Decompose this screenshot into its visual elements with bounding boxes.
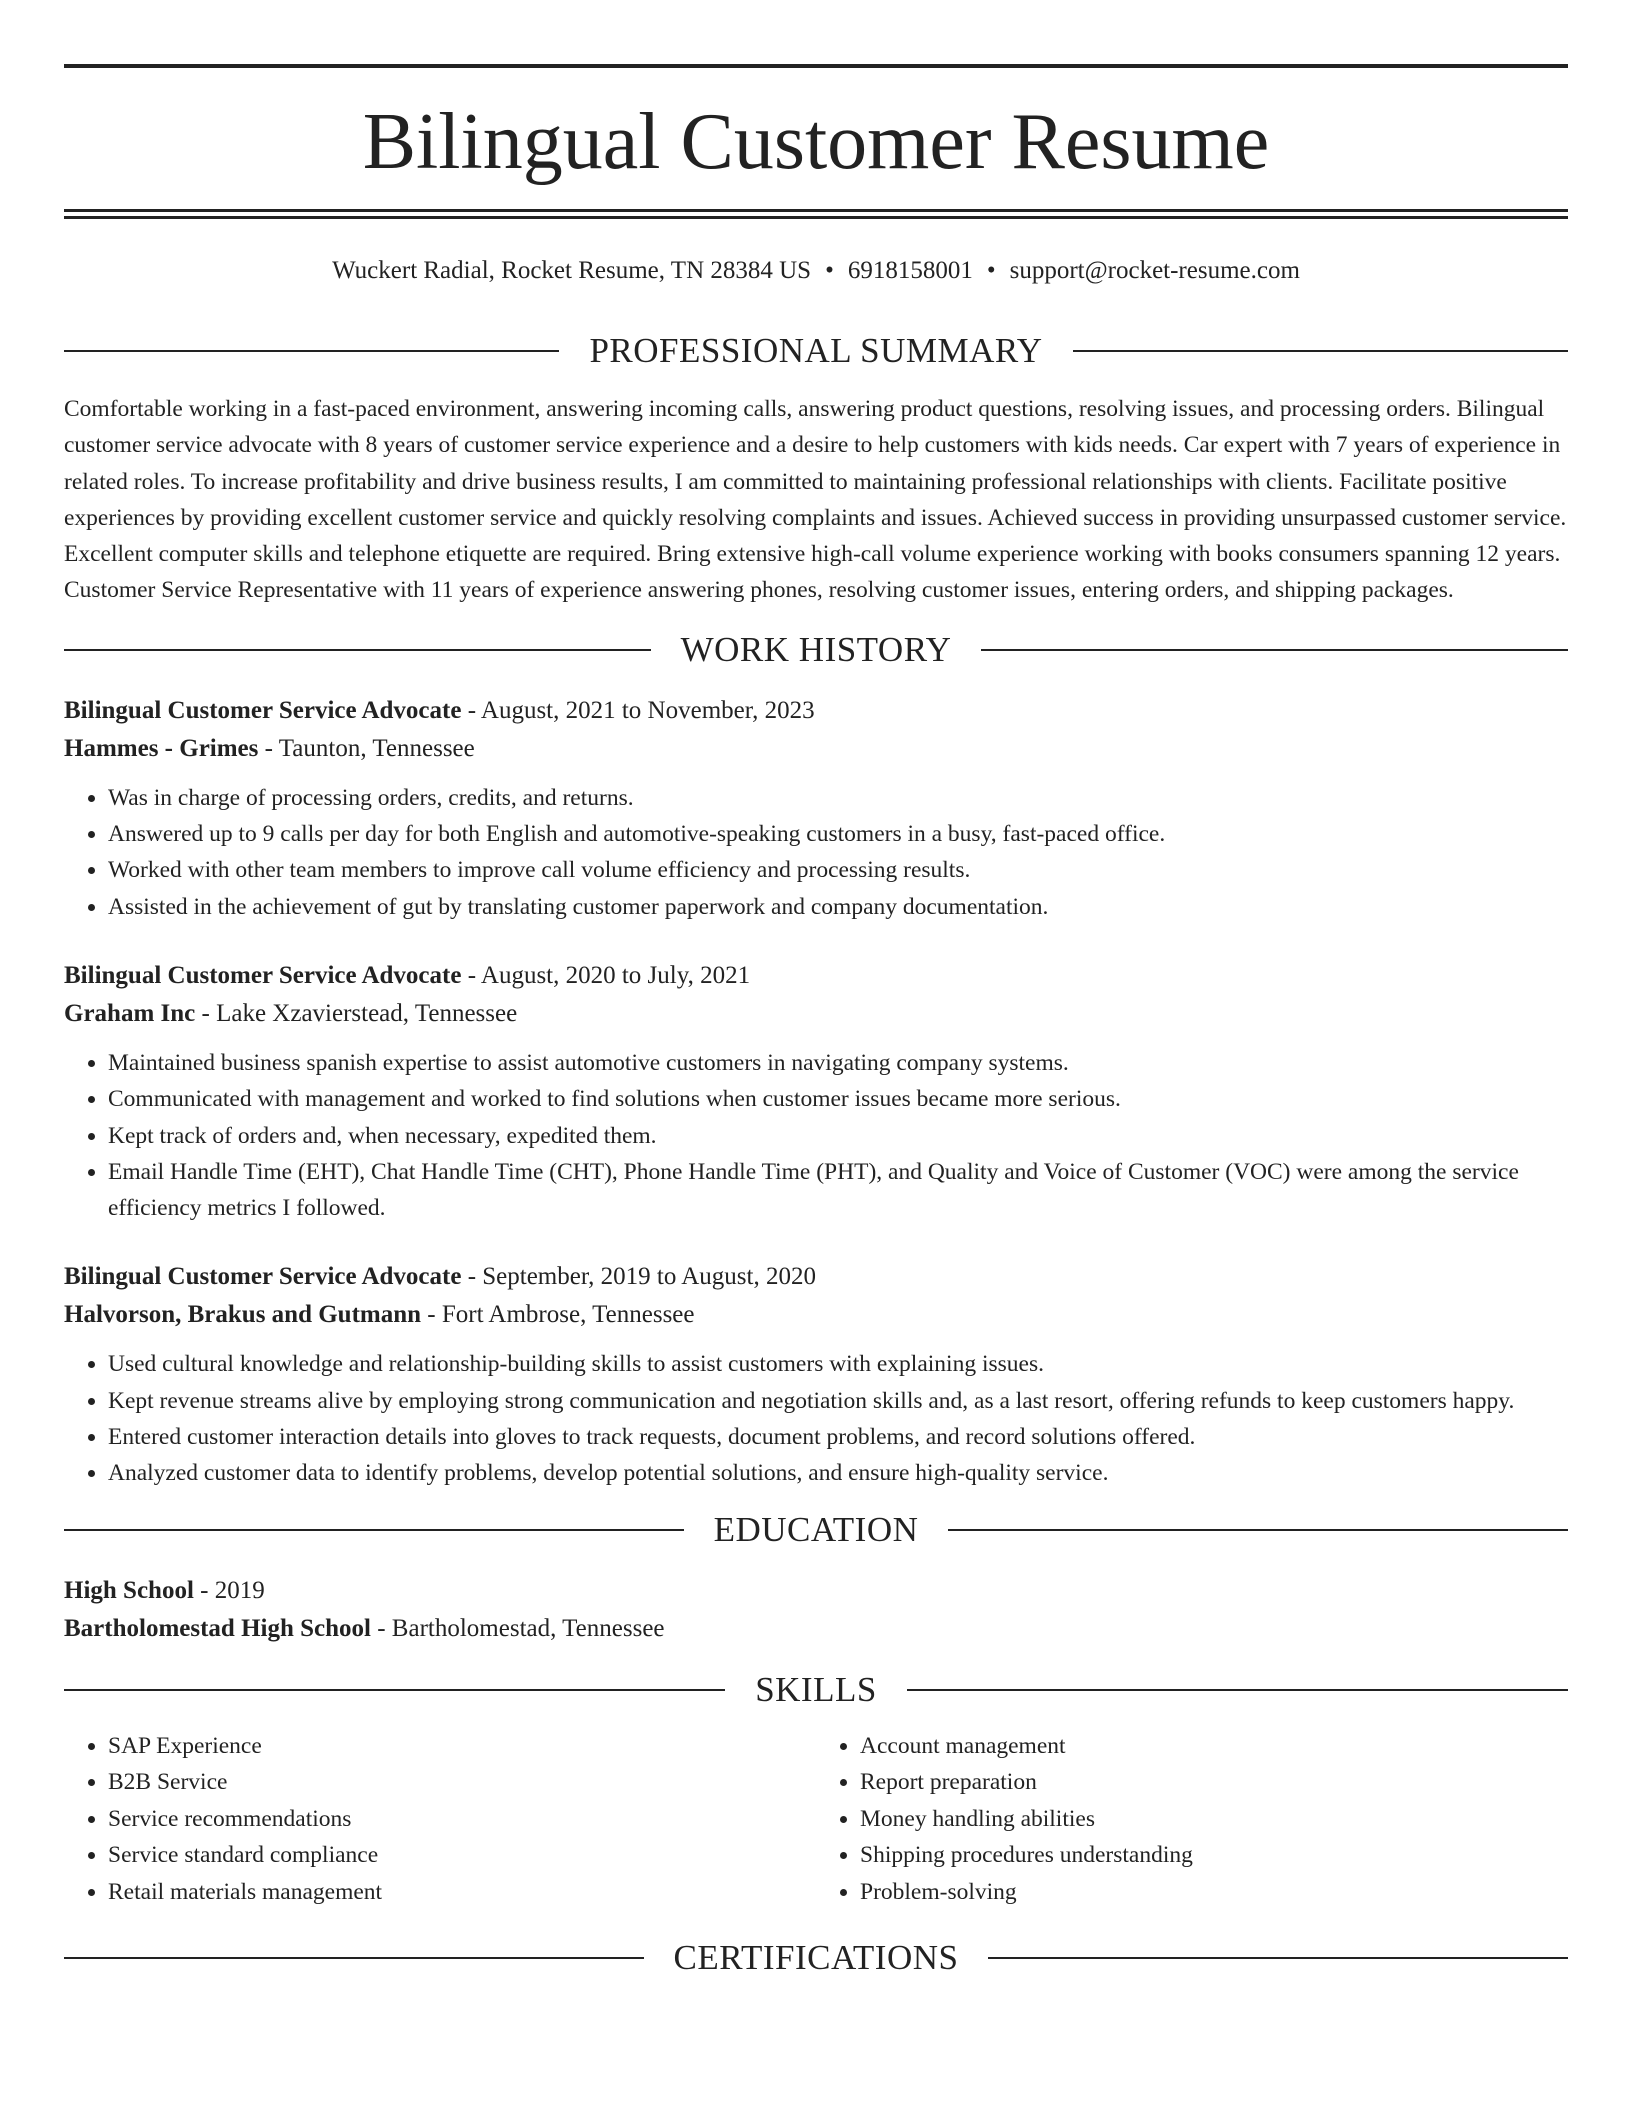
skills-column-left [64,1728,816,1911]
job-bullet: • Analyzed customer data to identify problems, develop potential solutions, and ensure high-quality service. [108,1455,1568,1491]
education-school: Bartholomestad High School [64,1614,371,1642]
skill-item: • Report preparation [860,1764,1568,1801]
job-entry [64,1258,1568,1491]
job-dates: - August, 2020 to July, 2021 [461,961,751,989]
skill-item: • Service recommendations [108,1801,816,1838]
job-bullet: • Assisted in the achievement of gut by translating customer paperwork and company documentation. [108,889,1568,925]
job-bullet: • Email Handle Time (EHT), Chat Handle Time (CHT), Phone Handle Time (PHT), and Quality and Voice of Customer (VOC) were among the service efficiency metrics I followed. [108,1154,1568,1227]
job-company: Halvorson, Brakus and Gutmann [64,1301,422,1329]
job-company-line [64,730,1568,768]
skill-item: • Shipping procedures understanding [860,1837,1568,1874]
job-dates: - September, 2019 to August, 2020 [461,1263,816,1291]
section-title-work: WORK HISTORY [680,629,952,669]
section-rule [64,350,559,352]
section-header-certifications [64,1938,1568,1978]
section-title-skills: SKILLS [755,1669,877,1709]
education-degree: High School [64,1576,194,1604]
job-company: Graham Inc [64,999,196,1027]
contact-separator: • [986,257,996,284]
contact-separator: • [825,257,834,284]
top-rule [64,64,1568,68]
section-header-summary [64,331,1568,371]
section-rule [981,649,1568,651]
job-bullets [64,1045,1568,1226]
skills-grid [64,1728,1568,1911]
skill-item: • Money handling abilities [860,1801,1568,1838]
section-title-education: EDUCATION [713,1509,919,1549]
section-rule [948,1529,1568,1531]
job-location: - Lake Xzavierstead, Tennessee [195,999,518,1027]
job-bullet: • Maintained business spanish expertise to assist automotive customers in navigating company systems. [108,1045,1568,1081]
summary-text: Comfortable working in a fast-paced environment, answering incoming calls, answering product questions, resolving issues, and processing orders. Bilingual customer service advocate with 8 years of customer service experience and a desire to help customers with kids needs. Car expert with 7 years of experience in related roles. To increase profitability and drive business results, I am committed to maintaining professional relationships with clients. Facilitate positive experiences by providing excellent customer service and quickly resolving complaints and issues. Achieved success in providing unsurpassed customer service. Excellent computer skills and telephone etiquette are required. Bring extensive high-call volume experience working with books consumers spanning 12 years. Customer Service Representative with 11 years of experience answering phones, resolving customer issues, entering orders, and shipping packages. [64,396,1567,604]
job-title-line [64,957,1568,995]
section-rule [988,1957,1568,1959]
job-bullet: • Communicated with management and worked to find solutions when customer issues became more serious. [108,1081,1568,1117]
section-header-education [64,1510,1568,1550]
section-rule [907,1689,1568,1691]
contact-line [64,256,1568,286]
job-title: Bilingual Customer Service Advocate [64,696,462,724]
job-company-line [64,995,1568,1033]
job-entry [64,957,1568,1226]
section-rule [64,1957,644,1959]
job-company-line [64,1296,1568,1334]
education-year: - 2019 [193,1576,265,1604]
job-bullets [64,780,1568,925]
job-bullet: • Was in charge of processing orders, credits, and returns. [108,780,1568,816]
section-title-summary: PROFESSIONAL SUMMARY [589,331,1043,370]
resume-title: Bilingual Customer Resume [362,98,1270,186]
education-school-line [64,1610,1568,1648]
section-rule [64,1529,684,1531]
section-rule [64,1689,725,1691]
job-location: - Taunton, Tennessee [258,734,475,762]
job-bullet: • Kept revenue streams alive by employing strong communication and negotiation skills and, as a last resort, offering refunds to keep customers happy. [108,1383,1568,1419]
job-bullet: • Used cultural knowledge and relationship-building skills to assist customers with explaining issues. [108,1346,1568,1382]
skill-item: • Problem-solving [860,1874,1568,1911]
job-bullet: • Kept track of orders and, when necessary, expedited them. [108,1118,1568,1154]
job-title: Bilingual Customer Service Advocate [64,1263,462,1291]
job-bullet: • Worked with other team members to improve call volume efficiency and processing results. [108,852,1568,888]
skill-item: • SAP Experience [108,1728,816,1765]
section-header-work [64,630,1568,670]
education-location: - Bartholomestad, Tennessee [370,1614,665,1642]
contact-email: support@rocket-resume.com [1009,257,1300,284]
education-degree-line [64,1572,1568,1610]
skill-item: • Retail materials management [108,1874,816,1911]
skill-item: • B2B Service [108,1764,816,1801]
job-bullets [64,1346,1568,1491]
job-company: Hammes - Grimes [64,734,259,762]
section-rule [1073,350,1568,352]
contact-phone: 6918158001 [847,257,973,284]
section-title-certifications: CERTIFICATIONS [673,1938,959,1978]
title-double-rule [64,209,1568,219]
contact-address: Wuckert Radial, Rocket Resume, TN 28384 US [332,257,812,284]
job-title: Bilingual Customer Service Advocate [64,961,462,989]
section-header-skills [64,1670,1568,1710]
job-entry [64,692,1568,925]
job-bullet: • Answered up to 9 calls per day for both English and automotive-speaking customers in a busy, fast-paced office. [108,816,1568,852]
job-title-line [64,1258,1568,1296]
job-title-line [64,692,1568,730]
job-dates: - August, 2021 to November, 2023 [461,696,815,724]
skills-column-right [816,1728,1568,1911]
education-entry [64,1572,1568,1648]
job-location: - Fort Ambrose, Tennessee [421,1301,695,1329]
skill-item: • Account management [860,1728,1568,1765]
job-bullet: • Entered customer interaction details into gloves to track requests, document problems, and record solutions offered. [108,1419,1568,1455]
section-rule [64,649,651,651]
skill-item: • Service standard compliance [108,1837,816,1874]
